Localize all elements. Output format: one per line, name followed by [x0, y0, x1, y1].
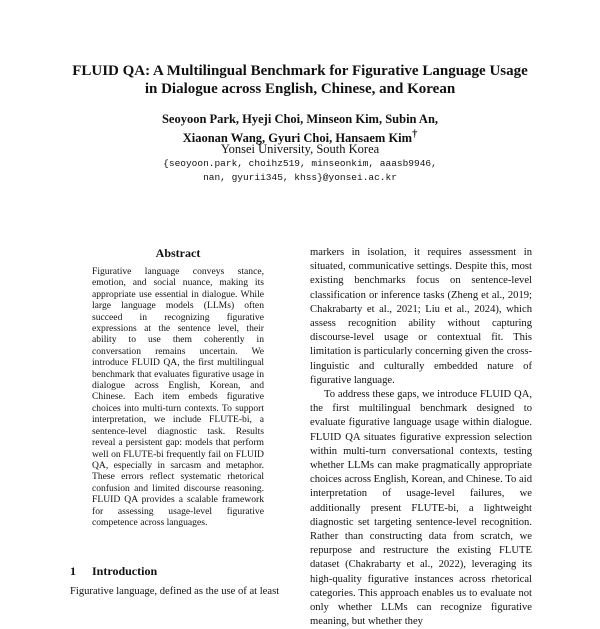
authors-line-1: Seoyoon Park, Hyeji Choi, Minseon Kim, Subin An, — [161, 112, 439, 126]
author-emails — [60, 157, 540, 184]
email-line-2: nan, gyurii345, khss}@yonsei.ac.kr — [203, 171, 397, 183]
corresponding-author-mark: † — [412, 129, 418, 140]
introduction-heading — [70, 564, 290, 579]
section-title: Introduction — [92, 564, 158, 578]
section-number: 1 — [70, 564, 76, 578]
title-line-1: FLUID QA: A Multilingual Benchmark for Figurative Language Usage — [72, 63, 528, 79]
title-line-2: in Dialogue across English, Chinese, and Korean — [144, 81, 456, 97]
paragraph-gaps: To address these gaps, we introduce FLUID QA, the first multilingual benchmark designed to evaluate figurative language usage within dialogue. FLUID QA situates figurative expression selection within multi-turn conversational contexts, testing whether LLMs can make pragmatically appropriate choices across English, Korean, and Chinese. To aid interpretation of usage-level failures, we additionally present FLUTE-bi, a lightweight diagnostic set targeting sentence-level recognition. Rather than constructing data from scratch, we repurpose and restructure the existing FLUTE dataset (Chakrabarty et al., 2022), leveraging its high-quality figurative instances across rhetorical categories. This approach enables us to evaluate not only whether LLMs can recognize figurative meaning, but whether they — [310, 389, 532, 628]
affiliation: Yonsei University, South Korea — [220, 142, 380, 156]
abstract-heading: Abstract — [155, 246, 201, 260]
paper-title — [40, 62, 560, 98]
right-column-text — [310, 246, 532, 628]
email-line-1: {seoyoon.park, choihz519, minseonkim, aaasb9946, — [163, 158, 437, 169]
paragraph-continued: markers in isolation, it requires assessment in situated, communicative settings. Despite this, most existing benchmarks focus on sentence-level classification or inference tasks (Zheng et al., 2019; Chakrabarty et al., 2021; Liu et al., 2024), which assess recognition ability without capturing discourse-level usage or contextual fit. This limitation is particularly concerning given the cross-linguistic and culturally embedded nature of figurative language. — [310, 247, 532, 386]
introduction-first-line: Figurative language, defined as the use of at least — [70, 586, 280, 597]
authors-line-2-names: Xiaonan Wang, Gyuri Choi, Hansaem Kim — [182, 131, 413, 146]
abstract-text: Figurative language conveys stance, emotion, and social nuance, making its appropriate use essential in dialogue. While large language models (LLMs) often succeed in recognizing figurative expressions at the sentence level, their ability to use them coherently in conversation remains uncertain. We introduce FLUID QA, the first multilingual benchmark that evaluates figurative usage in dialogue across English, Korean, and Chinese. Each item embeds figurative choices into multi-turn contexts. To support interpretation, we include FLUTE-bi, a sentence-level diagnostic task. Results reveal a persistent gap: models that perform well on FLUTE-bi frequently fail on FLUID QA, especially in sarcasm and metaphor. These errors reflect systematic rhetorical confusion and limited discourse reasoning. FLUID QA provides a scalable framework for assessing usage-level figurative competence across languages. — [92, 266, 264, 528]
